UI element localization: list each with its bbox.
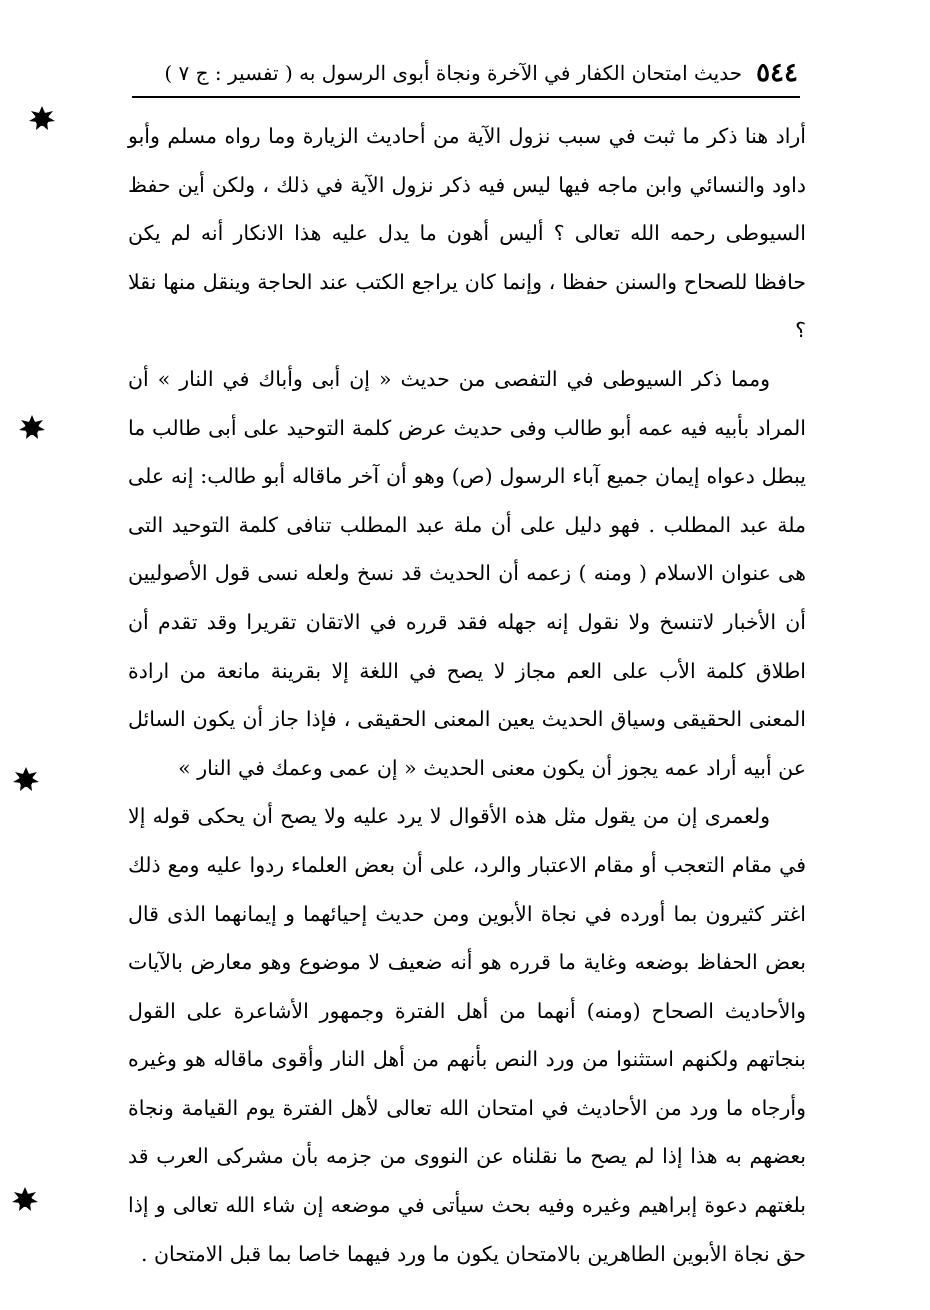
page-header: [132, 48, 798, 98]
binding-hole-icon: [27, 104, 57, 134]
paragraph-3: ولعمرى إن من يقول مثل هذه الأقوال لا يرد عليه ولا يصح أن يحكى قوله إلا في مقام التعجب أو مقام الاعتبار والرد، على أن بعض العلماء ردوا عليه ومع ذلك اغتر كثيرون بما أورده في نجاة الأبوين ومن حديث إحيائهما و إيمانهما الذى قال بعض الحفاظ بوضعه وغاية ما قرره هو أنه ضعيف لا موضوع وهو معارض بالآيات والأحاديث الصحاح (ومنه) أنهما من أهل الفترة وجمهور الأشاعرة على القول بنجاتهم ولكنهم استثنوا من ورد النص بأنهم من أهل النار وأقوى ماقاله هو وغيره وأرجاه ما ورد من الأحاديث في امتحان الله تعالى لأهل الفترة يوم القيامة ونجاة بعضهم به هذا إذا لم يصح ما نقلناه عن النووى من جزمه بأن مشركى العرب قد بلغتهم دعوة إبراهيم وغيره وفيه بحث سيأتى في موضعه إن شاء الله تعالى و إذا حق نجاة الأبوين الطاهرين بالامتحان يكون ما ورد فيهما خاصا بما قبل الامتحان .: [128, 804, 806, 1266]
page-number: ٥٤٤: [756, 58, 798, 88]
binding-hole-icon: [11, 765, 41, 795]
paragraph-2: ومما ذكر السيوطى في التفصى من حديث « إن أبى وأباك في النار » أن المراد بأبيه فيه عمه أبو طالب وفى حديث عرض كلمة التوحيد على أبى طالب ما يبطل دعواه إيمان جميع آباء الرسول (ص) وهو أن آخر ماقاله أبو طالب: إنه على ملة عبد المطلب . فهو دليل على أن ملة عبد المطلب تنافى كلمة التوحيد التى هى عنوان الاسلام ( ومنه ) زعمه أن الحديث قد نسخ ولعله نسى قول الأصوليين أن الأخبار لاتنسخ ولا نقول إنه جهله فقد قرره في الاتقان تقريرا وقد تقدم أن اطلاق كلمة الأب على العم مجاز لا يصح في اللغة إلا بقرينة مانعة من ارادة المعنى الحقيقى وسياق الحديث يعين المعنى الحقيقى ، فإذا جاز أن يكون السائل عن أبيه أراد عمه يجوز أن يكون معنى الحديث « إن عمى وعمك في النار »: [128, 366, 806, 780]
body-text: [128, 112, 806, 1278]
binding-hole-icon: [10, 1185, 40, 1215]
paragraph-1: أراد هنا ذكر ما ثبت في سبب نزول الآية من أحاديث الزيارة وما رواه مسلم وأبو داود والنسائي وابن ماجه فيها ليس فيه ذكر نزول الآية في ذلك ، ولكن أين حفظ السيوطى رحمه الله تعالى ؟ أليس أهون ما يدل عليه هذا الانكار أنه لم يكن حافظا للصحاح والسنن حفظا ، وإنما كان يراجع الكتب عند الحاجة وينقل منها نقلا ؟: [128, 124, 806, 343]
binding-hole-icon: [17, 413, 47, 443]
running-title: حديث امتحان الكفار في الآخرة ونجاة أبوى الرسول به ( تفسير : ج ٧ ): [164, 61, 743, 85]
header-divider: [132, 96, 800, 98]
